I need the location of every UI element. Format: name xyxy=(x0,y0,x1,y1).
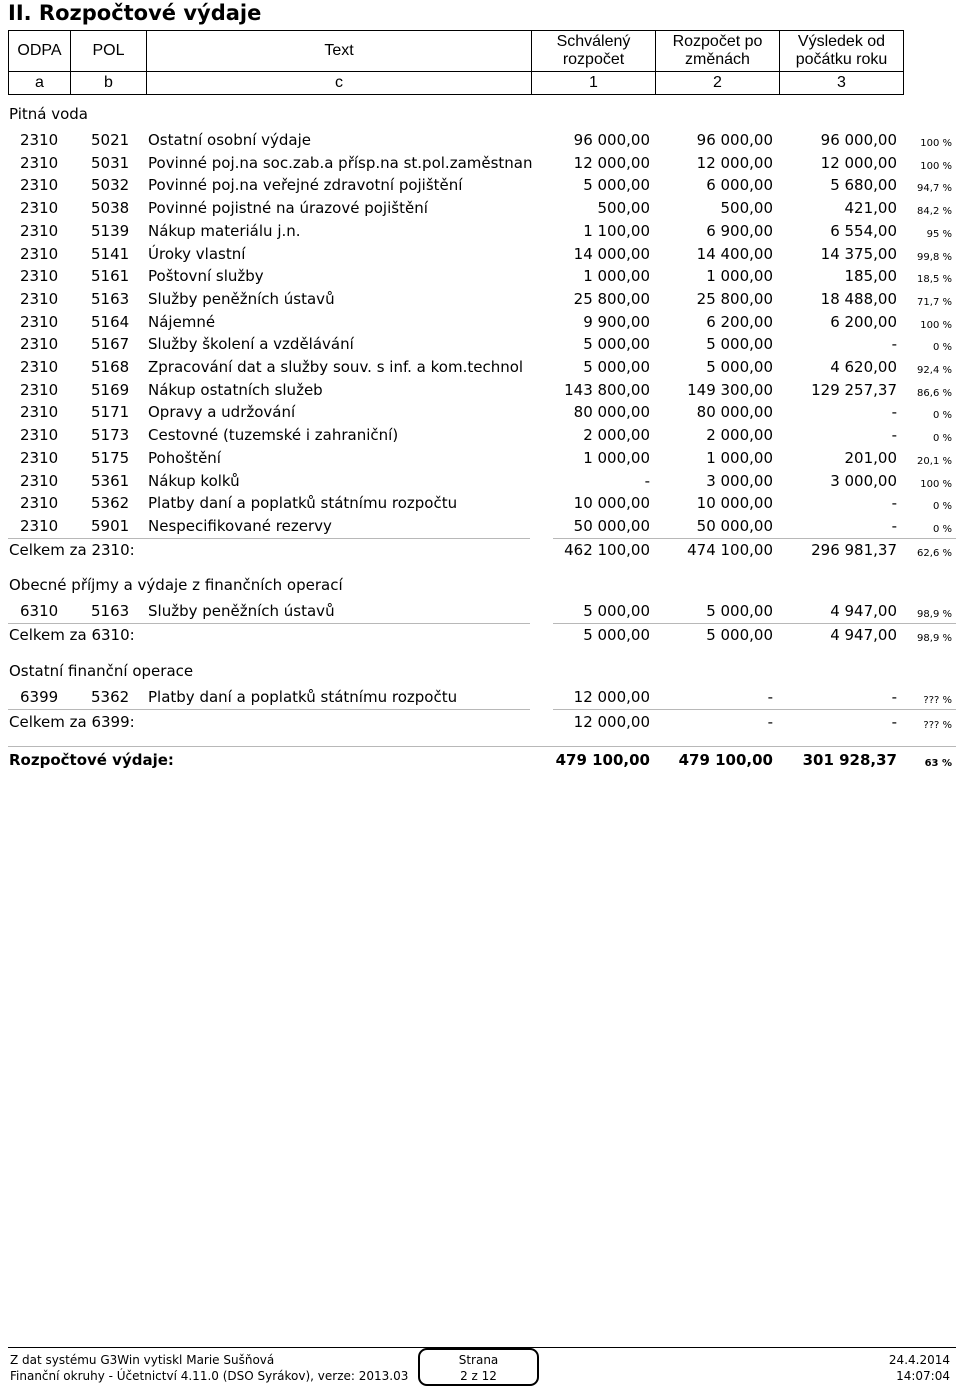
section-divider xyxy=(8,709,530,710)
odpa-cell: 2310 xyxy=(20,199,59,217)
result-ytd-cell: 129 257,37 xyxy=(811,381,897,399)
odpa-cell: 2310 xyxy=(20,472,59,490)
result-ytd-cell: 3 000,00 xyxy=(830,472,897,490)
approved-budget-cell: 143 800,00 xyxy=(564,381,650,399)
percent-cell: 100 % xyxy=(920,138,952,149)
percent-cell: 98,9 % xyxy=(917,633,952,644)
table-row xyxy=(0,289,960,311)
odpa-cell: 2310 xyxy=(20,403,59,421)
result-ytd-cell: 185,00 xyxy=(844,267,897,285)
percent-cell: 0 % xyxy=(932,524,952,535)
result-ytd-cell: 421,00 xyxy=(844,199,897,217)
percent-cell: 92,4 % xyxy=(917,365,952,376)
odpa-cell: 2310 xyxy=(20,449,59,467)
approved-budget-cell: 96 000,00 xyxy=(573,131,650,149)
total-label: Celkem za 2310: xyxy=(9,541,135,559)
budget-after-changes-cell: 25 800,00 xyxy=(696,290,773,308)
text-cell: Poštovní služby xyxy=(148,267,264,285)
text-cell: Nákup kolků xyxy=(148,472,240,490)
budget-after-changes-cell: 6 900,00 xyxy=(706,222,773,240)
pol-cell: 5362 xyxy=(91,494,130,512)
odpa-cell: 2310 xyxy=(20,494,59,512)
section-divider xyxy=(553,623,956,624)
table-row xyxy=(0,244,960,266)
section-divider xyxy=(8,623,530,624)
header-pol: POL xyxy=(71,31,147,72)
budget-after-changes-cell: 5 000,00 xyxy=(706,358,773,376)
approved-budget-cell: 5 000,00 xyxy=(583,602,650,620)
pol-cell: 5175 xyxy=(91,449,130,467)
pol-cell: 5141 xyxy=(91,245,130,263)
page-number: 2 z 12 xyxy=(460,1369,497,1383)
pol-cell: 5139 xyxy=(91,222,130,240)
table-row xyxy=(0,601,960,623)
header-sub-3: 3 xyxy=(780,72,904,95)
odpa-cell: 6399 xyxy=(20,688,59,706)
text-cell: Povinné poj.na veřejné zdravotní pojištění xyxy=(148,176,463,194)
percent-cell: 0 % xyxy=(932,410,952,421)
table-row xyxy=(0,687,960,709)
total-label: Rozpočtové výdaje: xyxy=(9,751,174,769)
percent-cell: 0 % xyxy=(932,501,952,512)
pol-cell: 5901 xyxy=(91,517,130,535)
budget-after-changes-cell: 1 000,00 xyxy=(706,267,773,285)
text-cell: Opravy a udržování xyxy=(148,403,296,421)
text-cell: Služby peněžních ústavů xyxy=(148,290,335,308)
odpa-cell: 2310 xyxy=(20,426,59,444)
table-row xyxy=(0,471,960,493)
result-ytd-cell: 5 680,00 xyxy=(830,176,897,194)
odpa-cell: 2310 xyxy=(20,154,59,172)
header-sub-1: 1 xyxy=(532,72,656,95)
odpa-cell: 2310 xyxy=(20,267,59,285)
table-row xyxy=(0,516,960,538)
header-sub-c: c xyxy=(147,72,532,95)
footer-printed-by: Z dat systému G3Win vytiskl Marie Sušňová xyxy=(10,1353,275,1367)
text-cell: Pohoštění xyxy=(148,449,221,467)
pol-cell: 5171 xyxy=(91,403,130,421)
odpa-cell: 2310 xyxy=(20,313,59,331)
approved-budget-cell: 479 100,00 xyxy=(555,751,650,769)
percent-cell: 98,9 % xyxy=(917,609,952,620)
header-result-ytd xyxy=(780,31,904,72)
approved-budget-cell: 14 000,00 xyxy=(573,245,650,263)
text-cell: Platby daní a poplatků státnímu rozpočtu xyxy=(148,688,458,706)
section-divider xyxy=(553,538,956,539)
total-label: Celkem za 6399: xyxy=(9,713,135,731)
text-cell: Nákup ostatních služeb xyxy=(148,381,323,399)
percent-cell: 94,7 % xyxy=(917,183,952,194)
budget-after-changes-cell: 6 000,00 xyxy=(706,176,773,194)
result-ytd-cell: 201,00 xyxy=(844,449,897,467)
result-ytd-cell: 12 000,00 xyxy=(820,154,897,172)
percent-cell: 18,5 % xyxy=(917,274,952,285)
budget-after-changes-cell: 1 000,00 xyxy=(706,449,773,467)
header-result-line1: Výsledek od xyxy=(797,33,886,50)
pol-cell: 5032 xyxy=(91,176,130,194)
budget-after-changes-cell: 96 000,00 xyxy=(696,131,773,149)
text-cell: Nájemné xyxy=(148,313,216,331)
result-ytd-cell: 14 375,00 xyxy=(820,245,897,263)
pol-cell: 5038 xyxy=(91,199,130,217)
percent-cell: 95 % xyxy=(926,229,952,240)
table-row xyxy=(0,312,960,334)
header-approved-line2: rozpočet xyxy=(562,51,625,68)
approved-budget-cell: 9 900,00 xyxy=(583,313,650,331)
percent-cell: 100 % xyxy=(920,161,952,172)
pol-cell: 5361 xyxy=(91,472,130,490)
pol-cell: 5362 xyxy=(91,688,130,706)
result-ytd-cell: 301 928,37 xyxy=(802,751,897,769)
approved-budget-cell: 2 000,00 xyxy=(583,426,650,444)
section-title: Pitná voda xyxy=(9,105,88,123)
percent-cell: ??? % xyxy=(923,720,952,731)
result-ytd-cell: - xyxy=(891,494,897,512)
result-ytd-cell: 96 000,00 xyxy=(820,131,897,149)
budget-after-changes-cell: 14 400,00 xyxy=(696,245,773,263)
result-ytd-cell: - xyxy=(891,335,897,353)
table-row xyxy=(0,175,960,197)
odpa-cell: 2310 xyxy=(20,335,59,353)
section-title: Ostatní finanční operace xyxy=(9,662,194,680)
odpa-cell: 2310 xyxy=(20,517,59,535)
budget-after-changes-cell: 6 200,00 xyxy=(706,313,773,331)
total-row xyxy=(0,540,960,562)
budget-after-changes-cell: 5 000,00 xyxy=(706,335,773,353)
budget-after-changes-cell: - xyxy=(767,713,773,731)
total-label: Celkem za 6310: xyxy=(9,626,135,644)
header-approved-line1: Schválený xyxy=(556,33,631,50)
approved-budget-cell: 10 000,00 xyxy=(573,494,650,512)
budget-after-changes-cell: 500,00 xyxy=(720,199,773,217)
header-sub-2: 2 xyxy=(656,72,780,95)
odpa-cell: 2310 xyxy=(20,290,59,308)
pol-cell: 5161 xyxy=(91,267,130,285)
page-label: Strana xyxy=(458,1353,499,1367)
odpa-cell: 6310 xyxy=(20,602,59,620)
budget-after-changes-cell: 50 000,00 xyxy=(696,517,773,535)
pol-cell: 5173 xyxy=(91,426,130,444)
approved-budget-cell: 1 000,00 xyxy=(583,267,650,285)
result-ytd-cell: 4 620,00 xyxy=(830,358,897,376)
pol-cell: 5163 xyxy=(91,290,130,308)
section-title: Obecné příjmy a výdaje z finančních operací xyxy=(9,576,343,594)
result-ytd-cell: - xyxy=(891,426,897,444)
budget-after-changes-cell: 12 000,00 xyxy=(696,154,773,172)
text-cell: Povinné poj.na soc.zab.a přísp.na st.pol.zaměstnan xyxy=(148,154,533,172)
approved-budget-cell: 5 000,00 xyxy=(583,176,650,194)
approved-budget-cell: 50 000,00 xyxy=(573,517,650,535)
odpa-cell: 2310 xyxy=(20,131,59,149)
text-cell: Nespecifikované rezervy xyxy=(148,517,332,535)
budget-after-changes-cell: 2 000,00 xyxy=(706,426,773,444)
approved-budget-cell: 12 000,00 xyxy=(573,154,650,172)
footer-software-version: Finanční okruhy - Účetnictví 4.11.0 (DSO Syrákov), verze: 2013.03 xyxy=(10,1369,409,1383)
table-row xyxy=(0,380,960,402)
total-row xyxy=(0,750,960,772)
header-sub-a: a xyxy=(9,72,71,95)
percent-cell: 100 % xyxy=(920,320,952,331)
percent-cell: 0 % xyxy=(932,342,952,353)
approved-budget-cell: 1 100,00 xyxy=(583,222,650,240)
odpa-cell: 2310 xyxy=(20,358,59,376)
header-odpa: ODPA xyxy=(9,31,71,72)
header-result-line2: počátku roku xyxy=(795,51,888,68)
approved-budget-cell: 80 000,00 xyxy=(573,403,650,421)
percent-cell: 84,2 % xyxy=(917,206,952,217)
odpa-cell: 2310 xyxy=(20,381,59,399)
table-row xyxy=(0,402,960,424)
result-ytd-cell: - xyxy=(891,517,897,535)
percent-cell: 86,6 % xyxy=(917,388,952,399)
budget-after-changes-cell: 5 000,00 xyxy=(706,626,773,644)
approved-budget-cell: 5 000,00 xyxy=(583,626,650,644)
text-cell: Platby daní a poplatků státnímu rozpočtu xyxy=(148,494,458,512)
header-budget-after-changes xyxy=(656,31,780,72)
percent-cell: ??? % xyxy=(923,695,952,706)
table-row xyxy=(0,130,960,152)
budget-after-changes-cell: 149 300,00 xyxy=(687,381,773,399)
text-cell: Ostatní osobní výdaje xyxy=(148,131,312,149)
pol-cell: 5168 xyxy=(91,358,130,376)
header-changes-line1: Rozpočet po xyxy=(672,33,763,50)
grand-total-divider xyxy=(8,746,956,747)
text-cell: Cestovné (tuzemské i zahraniční) xyxy=(148,426,399,444)
page-title: II. Rozpočtové výdaje xyxy=(8,1,262,25)
odpa-cell: 2310 xyxy=(20,176,59,194)
table-row xyxy=(0,425,960,447)
table-row xyxy=(0,266,960,288)
pol-cell: 5167 xyxy=(91,335,130,353)
table-row xyxy=(0,153,960,175)
result-ytd-cell: 6 554,00 xyxy=(830,222,897,240)
column-header-table xyxy=(8,30,904,95)
odpa-cell: 2310 xyxy=(20,245,59,263)
result-ytd-cell: - xyxy=(891,688,897,706)
footer-date: 24.4.2014 xyxy=(888,1353,950,1367)
text-cell: Úroky vlastní xyxy=(148,245,246,263)
table-row xyxy=(0,357,960,379)
text-cell: Zpracování dat a služby souv. s inf. a kom.technol xyxy=(148,358,524,376)
page-number-box xyxy=(418,1348,539,1386)
pol-cell: 5031 xyxy=(91,154,130,172)
result-ytd-cell: 4 947,00 xyxy=(830,602,897,620)
percent-cell: 99,8 % xyxy=(917,252,952,263)
percent-cell: 63 % xyxy=(924,758,952,769)
text-cell: Služby peněžních ústavů xyxy=(148,602,335,620)
budget-after-changes-cell: - xyxy=(767,688,773,706)
result-ytd-cell: 6 200,00 xyxy=(830,313,897,331)
table-row xyxy=(0,448,960,470)
section-divider xyxy=(553,709,956,710)
result-ytd-cell: 296 981,37 xyxy=(811,541,897,559)
text-cell: Povinné pojistné na úrazové pojištění xyxy=(148,199,428,217)
percent-cell: 62,6 % xyxy=(917,548,952,559)
approved-budget-cell: 1 000,00 xyxy=(583,449,650,467)
budget-after-changes-cell: 5 000,00 xyxy=(706,602,773,620)
pol-cell: 5164 xyxy=(91,313,130,331)
approved-budget-cell: 5 000,00 xyxy=(583,358,650,376)
result-ytd-cell: 4 947,00 xyxy=(830,626,897,644)
pol-cell: 5169 xyxy=(91,381,130,399)
table-row xyxy=(0,198,960,220)
total-row xyxy=(0,625,960,647)
table-row xyxy=(0,493,960,515)
text-cell: Nákup materiálu j.n. xyxy=(148,222,301,240)
approved-budget-cell: 462 100,00 xyxy=(564,541,650,559)
section-divider xyxy=(8,538,530,539)
header-text: Text xyxy=(147,31,532,72)
percent-cell: 100 % xyxy=(920,479,952,490)
pol-cell: 5163 xyxy=(91,602,130,620)
budget-after-changes-cell: 80 000,00 xyxy=(696,403,773,421)
approved-budget-cell: 12 000,00 xyxy=(573,713,650,731)
odpa-cell: 2310 xyxy=(20,222,59,240)
header-sub-b: b xyxy=(71,72,147,95)
budget-after-changes-cell: 3 000,00 xyxy=(706,472,773,490)
header-approved-budget xyxy=(532,31,656,72)
table-row xyxy=(0,221,960,243)
budget-after-changes-cell: 10 000,00 xyxy=(696,494,773,512)
result-ytd-cell: 18 488,00 xyxy=(820,290,897,308)
approved-budget-cell: 12 000,00 xyxy=(573,688,650,706)
approved-budget-cell: 5 000,00 xyxy=(583,335,650,353)
approved-budget-cell: - xyxy=(644,472,650,490)
header-changes-line2: změnách xyxy=(685,51,750,68)
budget-after-changes-cell: 474 100,00 xyxy=(687,541,773,559)
percent-cell: 0 % xyxy=(932,433,952,444)
percent-cell: 71,7 % xyxy=(917,297,952,308)
budget-after-changes-cell: 479 100,00 xyxy=(678,751,773,769)
pol-cell: 5021 xyxy=(91,131,130,149)
result-ytd-cell: - xyxy=(891,403,897,421)
total-row xyxy=(0,712,960,734)
footer-time: 14:07:04 xyxy=(896,1369,950,1383)
percent-cell: 20,1 % xyxy=(917,456,952,467)
result-ytd-cell: - xyxy=(891,713,897,731)
approved-budget-cell: 25 800,00 xyxy=(573,290,650,308)
table-row xyxy=(0,334,960,356)
approved-budget-cell: 500,00 xyxy=(597,199,650,217)
text-cell: Služby školení a vzdělávání xyxy=(148,335,354,353)
